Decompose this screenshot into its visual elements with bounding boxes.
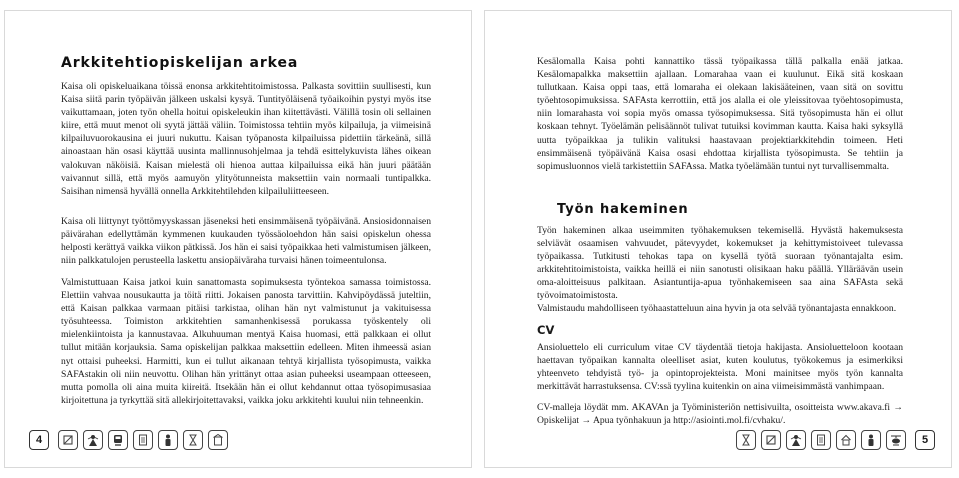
left-paragraph-2-text: Kaisa oli liittynyt työttömyyskassan jäseneksi heti ensimmäisenä työpäivänä. Ansiosidonnaisen päivärahan edellyttämän kymmenen kuukauden työssäoloehdon hän saisi opiskelun ohessa helposti kerättyä vaikka viikon pätkissä. Jos hän ei saisi työpaikkaa heti valmistumisen jälkeen, niin palkkatulojen perusteella laskettu ansiopäiväraha turvaisi hänen toimeentulonsa.: [61, 216, 431, 267]
right-paragraph-1-text: Työn hakeminen alkaa useimmiten työhakemuksen tekemisellä. Hyvästä hakemuksesta selviävät osaamisen vahvuudet, pätevyydet, kokemukset ja kehittymistoiveet tulevassa työpaikassa. Tutkitusti tehokas tapa on kysellä työtä suoraan työnantajalta esim. arkkitehtitoimistoista, vaikka heillä ei niin sanotusti olisikaan haku päällä. Ylläräävän usein oma-aloitteisuus palkitaan. Asiantuntija-apua työnhakemiseen saa aina SAFAsta sekä työvoimatoimistosta.: [537, 225, 903, 302]
graduate-icon: [786, 430, 806, 450]
cv-paragraph-1-text: Ansioluettelo eli curriculum vitae CV täydentää tietoja hakijasta. Ansioluetteloon kootaan haettavan työpaikan kannalta oleelliset asiat, kuten koulutus, työkokemus ja esimerkiksi yhteenveto tehdyistä työ- ja opintoprojekteista. Moni mainitsee myös työn kannalta merkittävät harrastuksensa. CV:ssä tyylina kuitenkin on aina viimeisimmästä vanhimpaan.: [537, 342, 903, 393]
left-paragraph-3-text: Valmistuttuaan Kaisa jatkoi kuin sanattomasta sopimuksesta työntekoa samassa toimistossa. Elettiin vahvaa nousukautta ja töitä riitti. Jokaisen panosta tarvittiin. Kahvipöydässä juteltiin, että Kaisan palkkaa varmaan pitäisi tarkistaa, olihan hän nyt valmistunut ja vakituisessa työsuhteessa. Toimiston arkkitehtien samanhenkisessä porukassa työskentely oli mielenkiintoista ja kannustavaa. Alkuhuuman mentyä Kaisa huomasi, että palkkaan ei ollut tullut mitään korjauksia. Sama opiskelijan palkkaa maksettiin edelleen. Miten ihmeessä asian nyt ottaisi puheeksi. Harmitti, kun ei tullut aikanaan tehtyä kirjallista työsopimusta, vaikka SAFAstakin oli niin neuvottu. Olihan hän yrittänyt ottaa asian puheeksi useampaan otteeseen, mutta pomolla oli aina muita kiireitä. Itsekään hän ei ollut kehdannut ottaa työsopimusasiaa kirjoitettuna ja tyrkyttää sitä allekirjoitettavaksi, vaikka joku arkkitehti kuului niin tehneenkin.: [61, 277, 431, 406]
person-icon: [861, 430, 881, 450]
right-footer: [736, 429, 935, 451]
architect-icon: [58, 430, 78, 450]
person-icon: [158, 430, 178, 450]
document-icon: [811, 430, 831, 450]
left-paragraph-1: [61, 80, 431, 198]
right-paragraph-2: [537, 302, 903, 315]
building-icon: [208, 430, 228, 450]
cv-paragraph-2: [537, 401, 903, 427]
right-page: [484, 10, 952, 468]
train-icon: [108, 430, 128, 450]
architect-icon: [761, 430, 781, 450]
right-paragraph-2-text: Valmistaudu mahdolliseen työhaastatteluun aina hyvin ja ota selvää työnantajasta ennakkoon.: [537, 303, 897, 314]
right-intro-text: Kesälomalla Kaisa pohti kannattiko tässä työpaikassa tällä palkalla enää jatkaa. Kesälomapalkka maksettiin ajallaan. Lomarahaa vaan ei kuulunut. Eikä sitä koskaan tullutkaan. Kaisa oppi taas, että lomaraha ei olekaan lakisääteinen, vaan sitä on sovittu työehtosopimuksissa. SAFAsta kerrottiin, että jos alalla ei ole yleissitovaa työehtosopimusta, niin lomarahasta voi sopia myös omassa työsopimuksessa. Sitä työsopimusta hän ei ollut koskaan tehnyt. Työelämän pelisäännöt tulivat tutuiksi kovimman kautta. Kaisa haki syksyllä uutta työpaikkaa ja tulikin valituksi haastavaan projektiarkkitehdin toimeen. Heti ensimmäisenä työpäivänä Kaisa osasi ehdottaa kirjallista työsopimusta. Se tehtiin ja sopimusluonnos vielä tarkistettiin SAFAssa. Matka työelämään tuntui nyt turvallisemmalta.: [537, 56, 903, 172]
cv-paragraph-1: [537, 341, 903, 393]
helicopter-icon: [886, 430, 906, 450]
left-paragraph-1-text: Kaisa oli opiskeluaikana töissä enonsa arkkitehtitoimistossa. Palkasta sovittiin suullisesti, kun Kaisa siitä parin työpäivän jälkeen uskalsi kysyä. Tuntityöläisenä työaikoihin pystyi myös itse vaikuttamaan, joten työn ohella hoitui opiskeleukin ihan kiitettävästi. Välillä tosin oli sellainen kiire, että muut menot oli syytä jättää väliin. Toimistossa tehtiin myös kilpailuja, ja viimeisinä kilpailuvuorokausina ei juuri nukuttu. Kaisan työpanosta kilpailuissa pidettiin tärkeänä, sillä ainoastaan hän osasi käyttää uusinta mallinnusohjelmaa ja tehdä esittelykuvista lähes oikean valokuvan näköisiä. Kaisan mielestä oli hienoa auttaa kilpailuissa eikä hän juuri päätään vaivannut sillä, että myös aamuyön ylityötunneista maksettiin vain normaali tuntipalkka. Saisihan nimensä hyvällä onnella Arkkitehtilehden kilpailuliitteeseen.: [61, 81, 431, 197]
hourglass-icon: [183, 430, 203, 450]
right-intro: [537, 55, 903, 173]
house-icon: [836, 430, 856, 450]
left-paragraph-2: [61, 215, 431, 267]
left-paragraph-3: [61, 276, 431, 407]
cv-heading: CV: [537, 323, 555, 337]
cv-paragraph-2-text: CV-malleja löydät mm. AKAVAn ja Työministeriön nettisivuilta, osoitteista www.akava.fi → Opiskelijat → Apua työnhakuun ja http://asiointi.mol.fi/cvhaku/.: [537, 402, 903, 427]
left-footer: [29, 429, 228, 451]
right-paragraph-1: [537, 224, 903, 303]
job-search-title: Työn hakeminen: [557, 202, 689, 217]
hourglass-icon: [736, 430, 756, 450]
page-number-left: 4: [29, 430, 49, 450]
right-page-content: [537, 11, 903, 467]
left-page-title: Arkkitehtiopiskelijan arkea: [61, 55, 299, 71]
document-icon: [133, 430, 153, 450]
graduate-icon: [83, 430, 103, 450]
page-number-right: 5: [915, 430, 935, 450]
left-page-content: [61, 11, 431, 467]
left-page: [4, 10, 472, 468]
